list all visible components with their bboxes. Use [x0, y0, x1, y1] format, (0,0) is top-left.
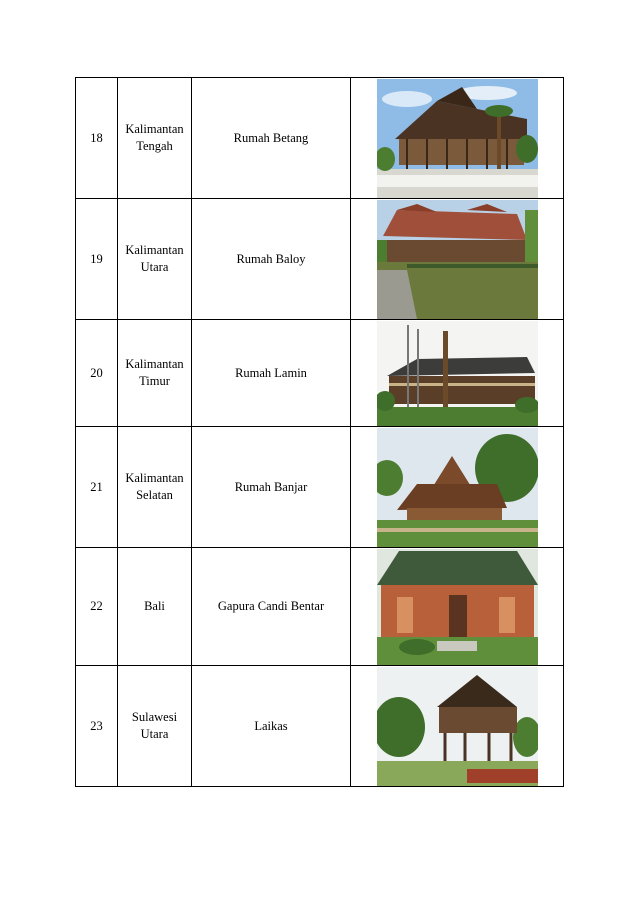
table-row	[76, 666, 564, 787]
photo-cell	[351, 548, 564, 666]
row-number: 20	[76, 320, 118, 427]
row-number: 19	[76, 199, 118, 320]
row-number: 21	[76, 427, 118, 548]
longhouse-photo	[377, 79, 538, 198]
province-cell	[118, 199, 192, 320]
province-line: Kalimantan	[125, 471, 184, 485]
province-line: Utara	[140, 260, 169, 274]
province-cell	[118, 666, 192, 787]
table-row	[76, 199, 564, 320]
house-name: Rumah Baloy	[192, 199, 351, 320]
photo-cell	[351, 199, 564, 320]
house-name: Laikas	[192, 666, 351, 787]
bali-house-photo	[377, 549, 538, 665]
row-number: 23	[76, 666, 118, 787]
house-name: Rumah Lamin	[192, 320, 351, 427]
province-line: Bali	[144, 599, 165, 613]
stilt-house-photo	[377, 667, 538, 786]
house-name: Rumah Betang	[192, 78, 351, 199]
house-name: Gapura Candi Bentar	[192, 548, 351, 666]
table-row	[76, 320, 564, 427]
province-line: Sulawesi	[131, 710, 178, 724]
lamin-house-photo	[377, 321, 538, 426]
province-line: Kalimantan	[125, 122, 184, 136]
table-row	[76, 427, 564, 548]
province-cell	[118, 320, 192, 427]
pond-house-photo	[377, 200, 538, 319]
province-line: Timur	[139, 374, 170, 388]
photo-cell	[351, 78, 564, 199]
photo-cell	[351, 427, 564, 548]
house-table	[75, 77, 564, 787]
banjar-house-photo	[377, 428, 538, 547]
province-line: Kalimantan	[125, 357, 184, 371]
row-number: 22	[76, 548, 118, 666]
province-line: Utara	[140, 727, 169, 741]
row-number: 18	[76, 78, 118, 199]
province-line: Selatan	[136, 488, 173, 502]
province-line: Kalimantan	[125, 243, 184, 257]
house-name: Rumah Banjar	[192, 427, 351, 548]
table-row	[76, 78, 564, 199]
province-cell	[118, 548, 192, 666]
province-line: Tengah	[136, 139, 173, 153]
photo-cell	[351, 320, 564, 427]
table-row	[76, 548, 564, 666]
province-cell	[118, 427, 192, 548]
photo-cell	[351, 666, 564, 787]
province-cell	[118, 78, 192, 199]
